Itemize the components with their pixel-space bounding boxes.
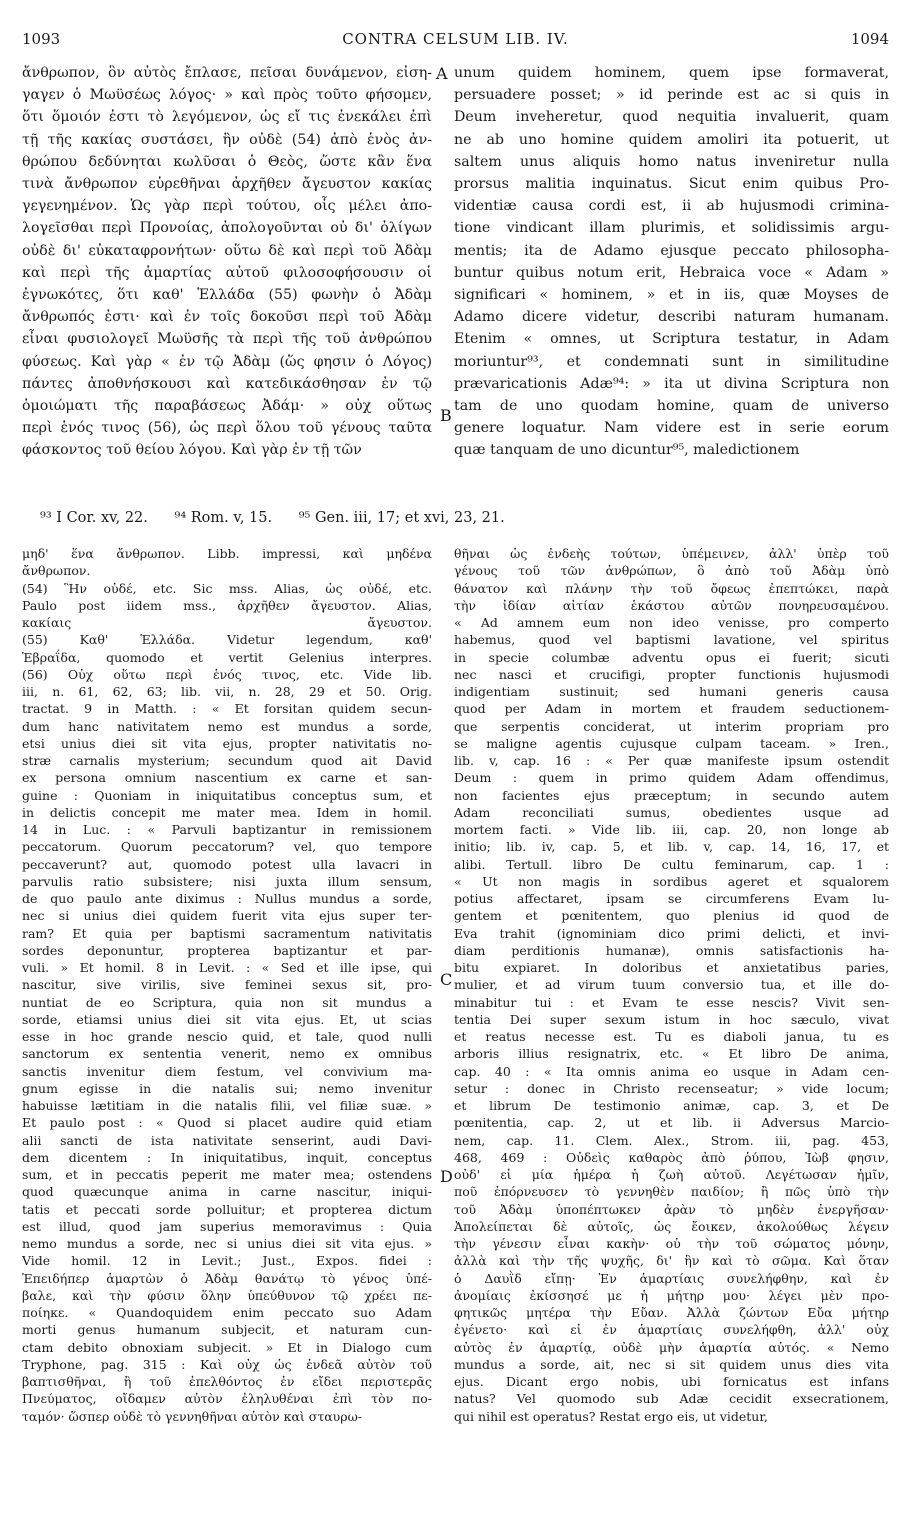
text-line: ctam debito obnoxiam subjecit. » Et in Dialogo cum: [22, 1339, 432, 1355]
reference-94: ⁹⁴ Rom. v, 15.: [174, 510, 273, 526]
text-line: ποίηκε. « Quandoquidem enim peccato suo Adam: [22, 1305, 432, 1320]
text-line: tractat. 9 in Matth. : « Et forsitan quidem secun-: [22, 701, 432, 717]
text-line: diam perditionis humanæ), omnis satisfactionis ha-: [454, 942, 889, 958]
text-line: γαγεν ὁ Μωϋσέως λόγος· » καὶ πρὸς τοῦτο φήσομεν,: [22, 87, 432, 104]
text-line: φητικῶς μητέρα τὴν Εὔαν. Ἀλλὰ ζώντων Εὔα μήτηρ: [454, 1305, 889, 1320]
margin-marker-b: B: [440, 406, 452, 425]
text-line: (55) Καθ' Ἑλλάδα. Videtur legendum, καθ': [22, 632, 432, 648]
text-line: bitu expiaret. In doloribus et anxietatibus paries,: [454, 960, 889, 975]
page-number-left: 1093: [22, 30, 61, 48]
text-line: λογεῖσθαι περὶ Προνοίας, ἀπολογοῦνται οὐ δι' ὀλίγων: [22, 220, 432, 237]
text-line: γένους τοῦ τῶν ἀνθρώπων, ὃ ἀπὸ τοῦ Ἀδὰμ ὑπὸ: [454, 563, 889, 579]
text-line: ἀλλὰ καὶ τὴν τῆς ψυχῆς, δι' ἣν καὶ τὸ σῶμα. Καὶ ὅταν: [454, 1253, 889, 1269]
text-line: in delictis concepit me mater mea. Idem in homil.: [22, 804, 432, 820]
text-line: ram? Et quia per baptismi sacramentum nativitatis: [22, 925, 432, 941]
text-line: genere loquatur. Nam videre est in serie eorum: [454, 420, 889, 437]
text-line: τοῦ Ἀδὰμ ὑποπέπτωκεν ἀρὰν τὸ μηδὲν ἐνεργῆσαν·: [454, 1201, 889, 1217]
text-line: Deum inveheretur, quod nequitia invaluerit, quam: [454, 109, 889, 126]
text-line: nec nasci et crucifigi, propter functionis hujusmodi: [454, 666, 889, 682]
text-line: 468, 469 : Οὐδεὶς καθαρὸς ἀπὸ ῥύπου, Ἰὼβ φησιν,: [454, 1149, 889, 1165]
latin-translation-column: [454, 62, 889, 462]
text-line: οὐδὲ δι' εὐκαταφρονήτων· οὕτω δὲ καὶ περὶ τοῦ Ἀδὰμ: [22, 242, 432, 259]
scripture-references: [40, 510, 889, 526]
text-line: cap. 40 : « Ita omnis anima eo usque in Adam cen-: [454, 1063, 889, 1079]
text-line: Et paulo post : « Quod si placet audire quid etiam: [22, 1115, 432, 1131]
text-line: et librum De testimonio animæ, cap. 3, et De: [454, 1098, 889, 1113]
text-line: sorde, etiamsi unius diei sit vita ejus. Et, ut scias: [22, 1011, 432, 1027]
text-line: βαλε, καὶ τὴν φύσιν ὅλην ὑπεύθυνον τῷ χρέει πε-: [22, 1287, 432, 1303]
text-line: quod quæcunque anima in carne nascitur, iniqui-: [22, 1184, 432, 1200]
text-line: βαπτισθῆναι, ἢ τοῦ ἐπελθόντος ἐν εἴδει περιστερᾶς: [22, 1374, 432, 1389]
text-line: tione vindicant illam plurimis, et solidissimis argu-: [454, 220, 889, 237]
text-line: θάνατον καὶ πλάνην τὴν τοῦ ὄφεως ἐπεπτώκει, παρὰ: [454, 580, 889, 596]
text-line: πάντες ἀποθνήσκουσι καὶ κατεδικάσθησαν ἐν τῷ: [22, 375, 432, 392]
text-line: peccaverunt? aut, quomodo potest ulla lavacri in: [22, 856, 432, 872]
text-line: qui nihil est operatus? Restat ergo eis, ut videtur,: [454, 1408, 768, 1424]
text-line: unum quidem hominem, quem ipse formaverat,: [454, 65, 889, 81]
text-line: ἐγνωκότες, ὅτι καθ' Ἑλλάδα (55) φωνὴν ὁ Ἀδὰμ: [22, 287, 432, 304]
text-line: prævaricationis Adæ⁹⁴: » ita ut divina Scriptura non: [454, 375, 889, 392]
text-line: tam de uno quodam homine, quam de universo: [454, 398, 889, 415]
text-line: Vide homil. 12 in Levit.; Just., Expos. fidei :: [22, 1253, 432, 1269]
text-line: (56) Οὐχ οὕτω περὶ ἑνός τινος, etc. Vide lib.: [22, 666, 432, 682]
text-line: moriuntur⁹³, et condemnati sunt in similitudine: [454, 353, 889, 370]
text-line: et reatus necesse est. Tu es diaboli janua, tu es: [454, 1029, 889, 1044]
text-line: tentia Dei super sexum istum in hoc sæculo, vivat: [454, 1011, 889, 1027]
text-line: persuadere posset; » id perinde est ac si quis in: [454, 87, 889, 104]
text-line: καὶ περὶ τῆς ἁμαρτίας αὐτοῦ φιλοσοφήσουσιν οἱ: [22, 264, 432, 281]
text-line: γεγενημένον. Ὡς γὰρ περὶ τούτου, οἷς μέλει ἀπο-: [22, 198, 432, 215]
text-line: dum hanc nativitatem nemo est mundus a sorde,: [22, 718, 432, 734]
text-line: ne ab uno homine quidem amoliri ita potuerit, ut: [454, 131, 889, 148]
text-line: sum, et in peccatis peperit me mater mea; ostendens: [22, 1167, 432, 1182]
text-line: in specie columbæ adventu opus ei fuerit; sicuti: [454, 649, 889, 665]
text-line: Adamo dicere videtur, describi naturam humanam.: [454, 309, 889, 326]
text-line: buntur quibus notum erit, Hebraica voce « Adam »: [454, 264, 889, 281]
text-line: Deum : quem in primo quidem Adam offendimus,: [454, 770, 889, 786]
margin-marker-a: A: [436, 64, 448, 83]
text-line: οὐδ' εἰ μία ἡμέρα ἡ ζωὴ αὐτοῦ. Λεγέτωσαν ἡμῖν,: [454, 1167, 889, 1182]
text-line: Ἐπειδήπερ ἁμαρτὼν ὁ Ἀδὰμ θανάτῳ τὸ γένος ὑπέ-: [22, 1270, 432, 1286]
text-line: mulier, et ad virum tuum conversio tua, et ille do-: [454, 977, 889, 993]
text-line: ἐγένετο· καὶ εἰ ἐν ἁμαρτίαις συνελήφθη, ἀλλ' οὐχ: [454, 1322, 889, 1338]
text-line: τῇ τῆς κακίας συστάσει, ἣν οὐδὲ (54) ἀπὸ ἑνὸς ἀν-: [22, 131, 432, 148]
text-line: mortem facti. » Vide lib. iii, cap. 20, non longe ab: [454, 822, 889, 837]
text-line: ὅτι ὅμοιόν ἐστι τὸ λεγόμενον, ὡς εἴ τις ἐνεκάλει ἐπὶ: [22, 109, 432, 126]
text-line: morti genus humanum subjecit, et naturam cun-: [22, 1322, 432, 1338]
text-line: stræ carnalis mysterium; secundum quod ait David: [22, 753, 432, 768]
text-line: τινὰ ἄνθρωπον εὑρεθῆναι ἀρχῆθεν ἄγευστον κακίας: [22, 176, 432, 193]
text-line: iii, n. 61, 62, 63; lib. vii, n. 28, 29 et 50. Orig.: [22, 684, 432, 699]
text-line: tatis et peccati sorde polluitur; et propterea dictum: [22, 1201, 432, 1217]
text-line: prorsus malitia inquinatus. Sicut enim quibus Pro-: [454, 176, 889, 193]
text-line: minabitur tui : et Evam te esse nescis? Vivit sen-: [454, 994, 889, 1010]
text-line: nem, cap. 11. Clem. Alex., Strom. iii, pag. 453,: [454, 1132, 889, 1148]
text-line: pœnitentia, cap. 2, ut et lib. ii Adversus Marcio-: [454, 1115, 889, 1131]
text-line: mentis; ita de Adamo ejusque peccato philosopha-: [454, 242, 889, 259]
text-line: Tryphone, pag. 315 : Καὶ οὐχ ὡς ἐνδεᾶ αὐτὸν τοῦ: [22, 1356, 432, 1372]
text-line: nec si unius diei quidem fuerit vita ejus super ter-: [22, 908, 432, 924]
greek-text-column: [22, 62, 432, 462]
text-line: saltem unus aliquis homo natus inveniretur nulla: [454, 153, 889, 170]
text-line: alibi. Tertull. libro De cultu feminarum, cap. 1 :: [454, 856, 889, 872]
text-line: φάσκοντος τοῦ θείου λόγου. Καὶ γὰρ ἐν τῇ τῶν: [22, 442, 362, 459]
text-line: est illud, quod jam superius memoravimus : Quia: [22, 1218, 432, 1234]
text-line: esse in hoc grande nescio quid, et tale, quod nulli: [22, 1029, 432, 1044]
text-line: ἄνθρωπον, ὃν αὐτὸς ἔπλασε, πεῖσαι δυνάμενον, εἰση-: [22, 65, 432, 81]
text-line: etsi unius diei sit vita ejus, propter nativitatis no-: [22, 735, 432, 751]
text-line: indigentiam sustinuit; sed humani generis causa: [454, 684, 889, 699]
notes-column-left: [22, 545, 432, 1425]
text-line: μηδ' ἕνα ἄνθρωπον. Libb. impressi, καὶ μηδένα: [22, 546, 432, 561]
text-line: arboris illius resignatrix, etc. « Et libro De anima,: [454, 1046, 889, 1062]
text-line: φύσεως. Καὶ γὰρ « ἐν τῷ Ἀδὰμ (ὥς φησιν ὁ Λόγος): [22, 353, 432, 370]
running-header: [22, 30, 889, 50]
text-line: αὐτὸς ἐν ἁμαρτίᾳ, οὐδὲ μὴν ἁμαρτία αὐτός. « Nemo: [454, 1339, 889, 1355]
text-line: de quo paulo ante diximus : Nullus mundus a sorde,: [22, 891, 432, 906]
text-line: 14 in Luc. : « Parvuli baptizantur in remissionem: [22, 822, 432, 837]
text-line: alii sancti de ista nativitate senserint, audi Davi-: [22, 1132, 432, 1148]
reference-95: ⁹⁵ Gen. iii, 17; et xvi, 23, 21.: [298, 510, 505, 526]
text-line: ἄνθρωπός ἐστι· καὶ ἐν τοῖς δοκοῦσι περὶ τοῦ Ἀδὰμ: [22, 309, 432, 326]
page-number-right: 1094: [850, 30, 889, 48]
text-line: setur : donec in Christo recenseatur; » vide locum;: [454, 1080, 889, 1096]
text-line: nuntiat de eo Scriptura, quia non sit mundus a: [22, 994, 432, 1010]
text-line: potius affectaret, ipsam se circumferens Evam lu-: [454, 891, 889, 906]
text-line: habuisse lætitiam in die natalis filii, vel filiæ suæ. »: [22, 1098, 432, 1113]
text-line: lib. v, cap. 16 : « Per quæ manifeste ipsum ostendit: [454, 753, 889, 768]
text-line: sanctis invenitur diem festum, vel convivium ma-: [22, 1063, 432, 1079]
text-line: ταμόν· ὥσπερ οὐδὲ τὸ γεννηθῆναι αὐτὸν καὶ σταυρω-: [22, 1408, 363, 1424]
text-line: significari « hominem, » et in iis, quæ Moyses de: [454, 287, 889, 304]
text-line: Ἑβραΐδα, quomodo et vertit Gelenius interpres.: [22, 649, 432, 665]
text-line: natus? Vel quomodo sub Adæ cecidit exsecrationem,: [454, 1391, 889, 1407]
text-line: ex persona omnium nascentium ex carne et san-: [22, 770, 432, 786]
text-line: περὶ ἑνός τινος (56), ὡς περὶ ὅλου τοῦ γένους ταῦτα: [22, 420, 432, 437]
text-line: Ἀπολείπεται δὲ αὐτοῖς, ὡς ἔοικεν, ἀκολούθως λέγειν: [454, 1218, 889, 1234]
text-line: « Ut non magis in sordibus ageret et squalorem: [454, 873, 889, 889]
text-line: « Ad amnem eum non ideo venisse, pro comperto: [454, 615, 889, 630]
text-line: se maligne agentis cujusque culpam taceam. » Iren.,: [454, 735, 889, 751]
text-line: εἶναι φυσιολογεῖ Μωϋσῆς τὰ περὶ τῆς τοῦ ἀνθρώπου: [22, 331, 432, 348]
running-title: CONTRA CELSUM LIB. IV.: [342, 30, 569, 48]
text-line: sordes deponuntur, propterea baptizantur et par-: [22, 942, 432, 958]
text-line: videntiæ causa cordi est, ii ab hujusmodi crimina-: [454, 198, 889, 215]
text-line: ὁμοιώματι τῆς παραβάσεως Ἀδάμ· » οὐχ οὕτως: [22, 398, 432, 415]
text-line: quod per Adam in mortem et fraudem seductionem-: [454, 701, 889, 717]
text-line: dem dicentem : In iniquitatibus, inquit, conceptus: [22, 1149, 432, 1165]
reference-93: ⁹³ I Cor. xv, 22.: [40, 510, 148, 526]
notes-column-right: [454, 545, 889, 1425]
text-line: guine : Quoniam in iniquitatibus conceptus sum, et: [22, 787, 432, 803]
text-line: ἀνομίαις ἐκίσσησέ με ἡ μήτηρ μου· λέγει μὲν προ-: [454, 1287, 889, 1303]
text-line: nascitur, sive virilis, sive feminei sexus sit, pro-: [22, 977, 432, 993]
text-line: habemus, quod vel baptismi lavatione, vel spiritus: [454, 632, 889, 648]
text-line: τὴν ἰδίαν αἰτίαν ἑκάστου αὐτῶν πονηρευσαμένου.: [454, 597, 889, 613]
text-line: τὴν γένεσιν εἶναι κακὴν· οὐ τὴν τοῦ σώματος μόνην,: [454, 1236, 889, 1251]
text-line: ejus. Dicant ergo nobis, ubi fornicatus est infans: [454, 1374, 889, 1389]
text-line: mundus a sorde, ait, nec si sit quidem unus dies vita: [454, 1356, 889, 1372]
text-line: sanctorum ex sententia venerit, nemo ex omnibus: [22, 1046, 432, 1062]
text-line: gnum egisse in die natalis sui; nemo invenitur: [22, 1080, 432, 1096]
text-line: ποῦ ἐπόρνευσεν τὸ γεννηθὲν παιδίον; ἢ πῶς ὑπὸ τὴν: [454, 1184, 889, 1200]
text-line: Πνεύματος, οἴδαμεν αὐτὸν ἐληλυθέναι ἐπὶ τὸν πο-: [22, 1391, 432, 1407]
text-line: initio; lib. iv, cap. 5, et lib. v, cap. 14, 16, 17, et: [454, 839, 889, 855]
text-line: quæ tanquam de uno dicuntur⁹⁵, maledictionem: [454, 442, 800, 459]
text-line: Paulo post iidem mss., ἀρχῆθεν ἄγευστον. Alias,: [22, 597, 432, 613]
text-line: Eva trahit (ignominiam dico primi delicti, et invi-: [454, 925, 889, 941]
text-line: peccatorum. Quorum peccatorum? vel, quo tempore: [22, 839, 432, 855]
margin-marker-c: C: [440, 970, 453, 989]
text-line: ἄνθρωπον.: [22, 563, 91, 579]
text-line: θρώπου δεδύνηται κωλῦσαι ὁ Θεὸς, ὥστε κἂν ἕνα: [22, 153, 432, 170]
text-line: gentem et pœnitentem, quo plenius id quod de: [454, 908, 889, 924]
text-line: κακίαις ἄγευστον.: [22, 615, 432, 630]
text-line: vuli. » Et homil. 8 in Levit. : « Sed et ille ipse, qui: [22, 960, 432, 975]
text-line: que serpentis conciderat, ut interim propriam pro: [454, 718, 889, 734]
margin-marker-d: D: [440, 1167, 453, 1186]
text-line: θῆναι ὡς ἐνδεὴς τούτων, ὑπέμεινεν, ἀλλ' ὑπὲρ τοῦ: [454, 546, 889, 561]
text-line: parvulis ratio subsistere; nisi juxta illum sensum,: [22, 873, 432, 889]
text-line: nemo mundus a sorde, nec si unius diei sit vita ejus. »: [22, 1236, 432, 1251]
text-line: (54) Ἣν οὐδέ, etc. Sic mss. Alias, ὡς οὐδέ, etc.: [22, 580, 432, 596]
text-line: ὁ Δαυῒδ εἴπῃ· Ἐν ἁμαρτίαις συνελήφθην, καὶ ἐν: [454, 1270, 889, 1286]
text-line: Etenim « omnes, ut Scriptura testatur, in Adam: [454, 331, 889, 348]
text-line: Adam reconciliati sumus, obedientes usque ad: [454, 804, 889, 820]
text-line: non facientes ejus præceptum; in secundo autem: [454, 787, 889, 803]
